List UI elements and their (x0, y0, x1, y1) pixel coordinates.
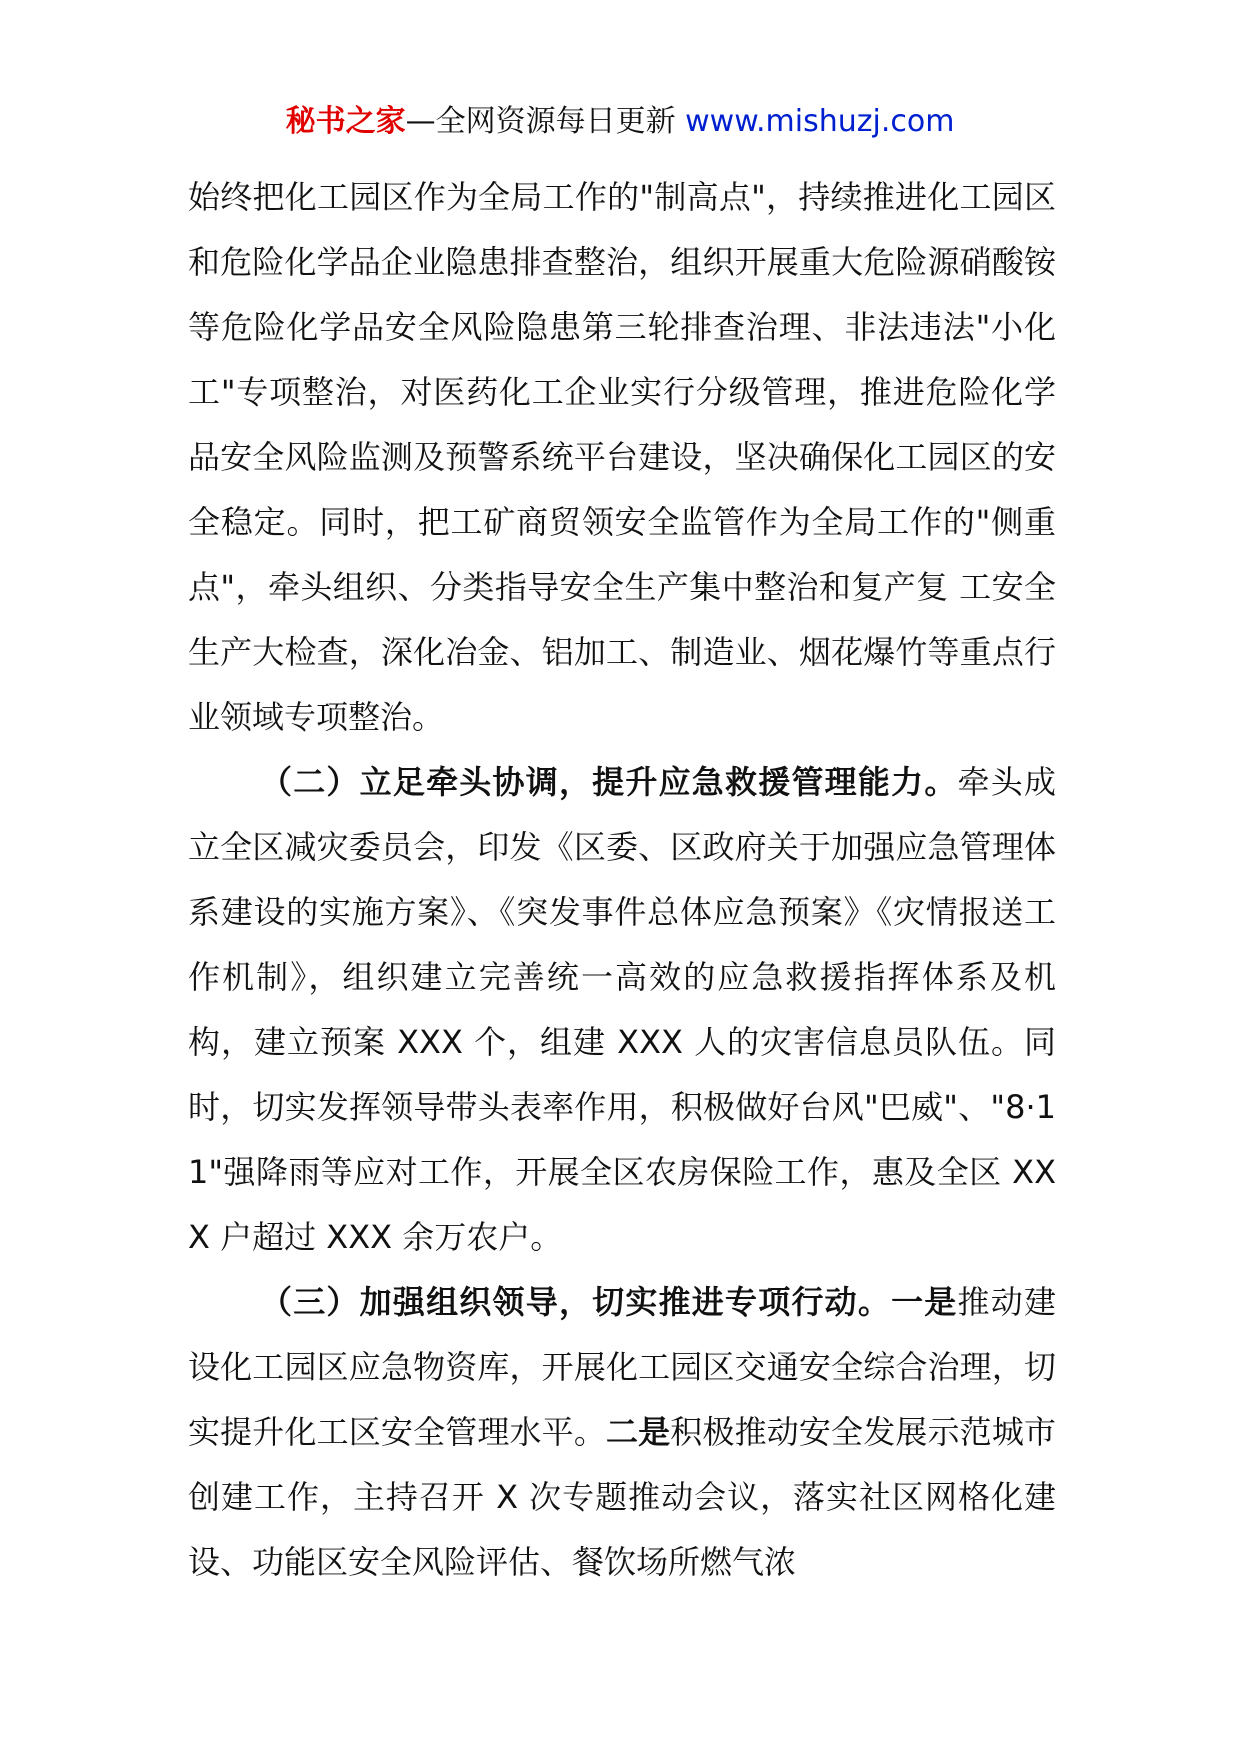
paragraph-chemical-park (188, 165, 1056, 750)
lead-phrase: 一是 (891, 1283, 958, 1321)
header-brand: 秘书之家 (285, 104, 406, 139)
lead-phrase: 二是 (605, 1413, 671, 1451)
paragraph-text: 积极推动安全发展示范城市创建工作，主持召开 X 次专题推动会议，落实社区网格化建设、功能区安全风险评估、餐饮场所燃气浓 (188, 1413, 1056, 1581)
page-header (0, 100, 1240, 144)
document-body (188, 165, 1056, 1595)
paragraph-special-action (188, 1270, 1056, 1595)
paragraph-text: 推动建设化工园区应急物资库，开展化工园区交通安全综合治理，切实提升化工区安全管理水平。 (188, 1283, 1056, 1451)
section-heading: （二）立足牵头协调，提升应急救援管理能力。 (260, 763, 958, 801)
paragraph-emergency-rescue (188, 750, 1056, 1270)
section-heading: （三）加强组织领导，切实推进专项行动。 (260, 1283, 892, 1321)
paragraph-text: 始终把化工园区作为全局工作的"制高点"，持续推进化工园区和危险化学品企业隐患排查整治，组织开展重大危险源硝酸铵等危险化学品安全风险隐患第三轮排查治理、非法违法"小化工"专项整治，对医药化工企业实行分级管理，推进危险化学品安全风险监测及预警系统平台建设，坚决确保化工园区的安全稳定。同时，把工矿商贸领安全监管作为全局工作的"侧重点"，牵头组织、分类指导安全生产集中整治和复产复 工安全生产大检查，深化冶金、铝加工、制造业、烟花爆竹等重点行业领域专项整治。 (188, 178, 1056, 736)
paragraph-text: 牵头成立全区减灾委员会，印发《区委、区政府关于加强应急管理体系建设的实施方案》、《突发事件总体应急预案》《灾情报送工作机制》，组织建立完善统一高效的应急救援指挥体系及机构，建立预案 XXX 个，组建 XXX 人的灾害信息员队伍。同时，切实发挥领导带头表率作用，积极做好台风"巴威"、"8·11"强降雨等应对工作，开展全区农房保险工作，惠及全区 XXX 户超过 XXX 余万农户。 (188, 763, 1056, 1256)
header-slogan: —全网资源每日更新 (405, 104, 686, 139)
header-site-url[interactable]: www.mishuzj.com (685, 104, 955, 139)
